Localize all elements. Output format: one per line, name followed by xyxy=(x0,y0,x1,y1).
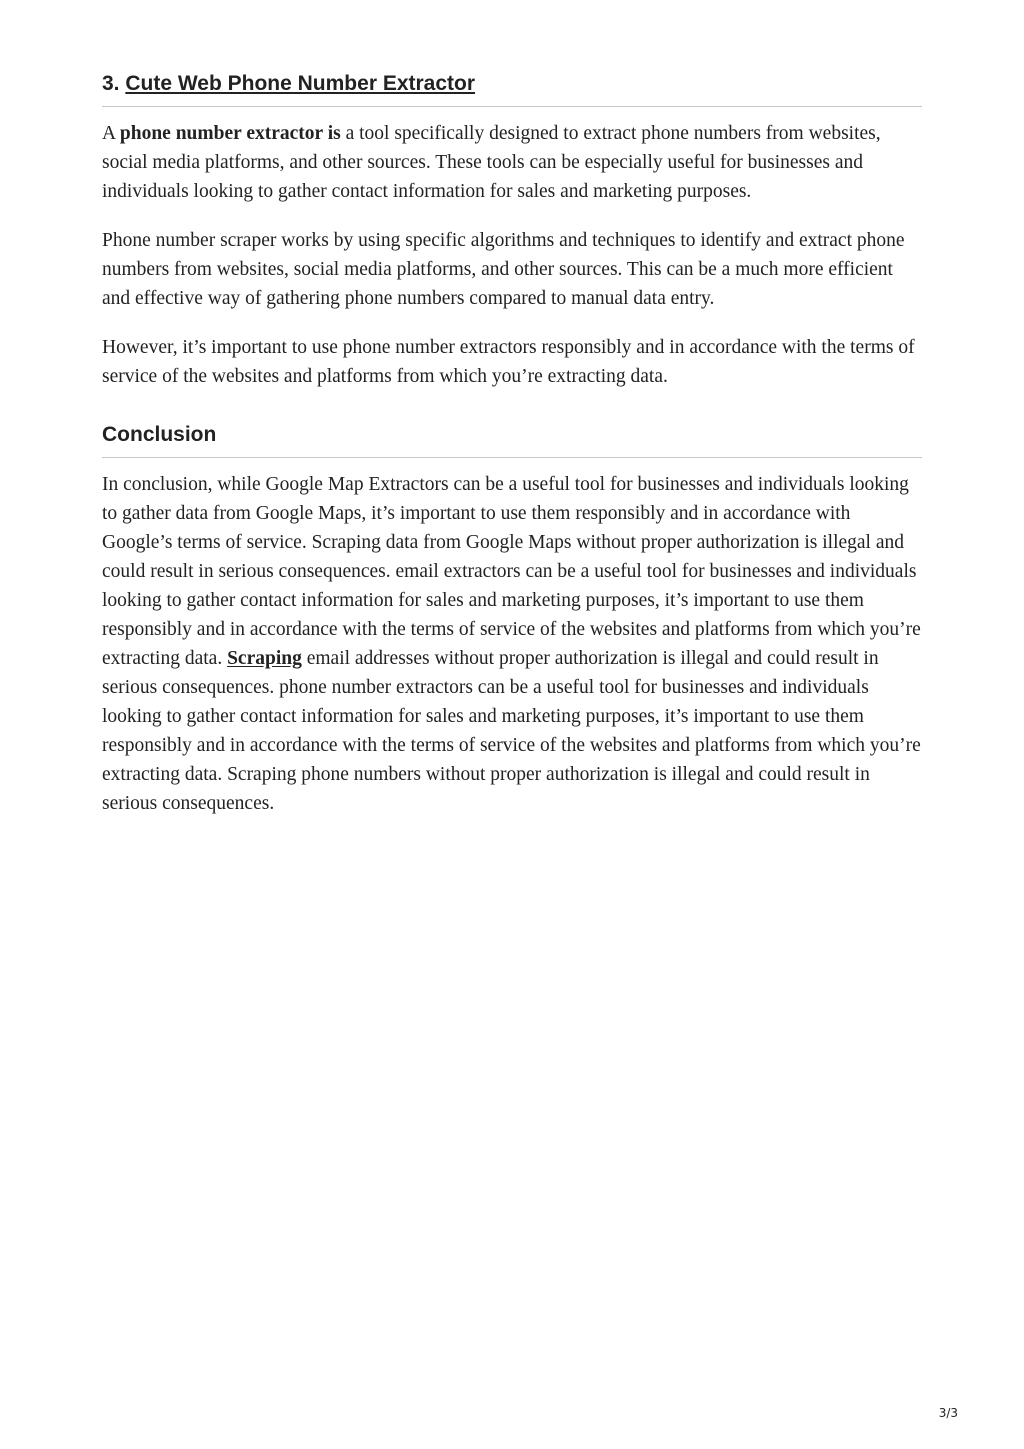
paragraph-text: email addresses without proper authorization is illegal and could result in serious consequences. phone number extractors can be a useful tool for businesses and individuals looking to gather contact information for sales and marketing purposes, it’s important to use them responsibly and in accordance with the terms of service of the websites and platforms from which you’re extracting data. Scraping phone numbers without proper authorization is illegal and could result in serious consequences. xyxy=(102,648,921,814)
paragraph-text: In conclusion, while Google Map Extractors can be a useful tool for businesses and individuals looking to gather data from Google Maps, it’s important to use them responsibly and in accordance with Google’s terms of service. Scraping data from Google Maps without proper authorization is illegal and could result in serious consequences. email extractors can be a useful tool for businesses and individuals looking to gather contact information for sales and marketing purposes, it’s important to use them responsibly and in accordance with the terms of service of the websites and platforms from which you’re extracting data. xyxy=(102,474,921,669)
paragraph-text: A xyxy=(102,123,120,144)
paragraph-scraper-method: Phone number scraper works by using specific algorithms and techniques to identify and extract phone numbers from websites, social media platforms, and other sources. This can be a much more efficient and effective way of gathering phone numbers compared to manual data entry. xyxy=(102,230,905,309)
section-number: 3. xyxy=(102,72,126,95)
paragraph-text: a tool specifically designed to extract phone numbers from websites, social media platforms, and other sources. These tools can be especially useful for businesses and individuals looking to gather contact information for sales and marketing purposes. xyxy=(102,123,881,202)
paragraph-responsible-use: However, it’s important to use phone number extractors responsibly and in accordance with the terms of service of the websites and platforms from which you’re extracting data. xyxy=(102,337,915,387)
scraping-link[interactable]: Scraping xyxy=(227,648,302,669)
section-title-link[interactable]: Cute Web Phone Number Extractor xyxy=(125,72,476,95)
paragraph-extractor-definition xyxy=(102,119,922,206)
section-heading-3 xyxy=(102,70,922,107)
article-content xyxy=(102,70,922,818)
conclusion-heading: Conclusion xyxy=(102,421,922,458)
page-number: 3/3 xyxy=(938,1406,958,1420)
bold-term: phone number extractor is xyxy=(119,123,341,144)
paragraph-conclusion xyxy=(102,470,922,818)
